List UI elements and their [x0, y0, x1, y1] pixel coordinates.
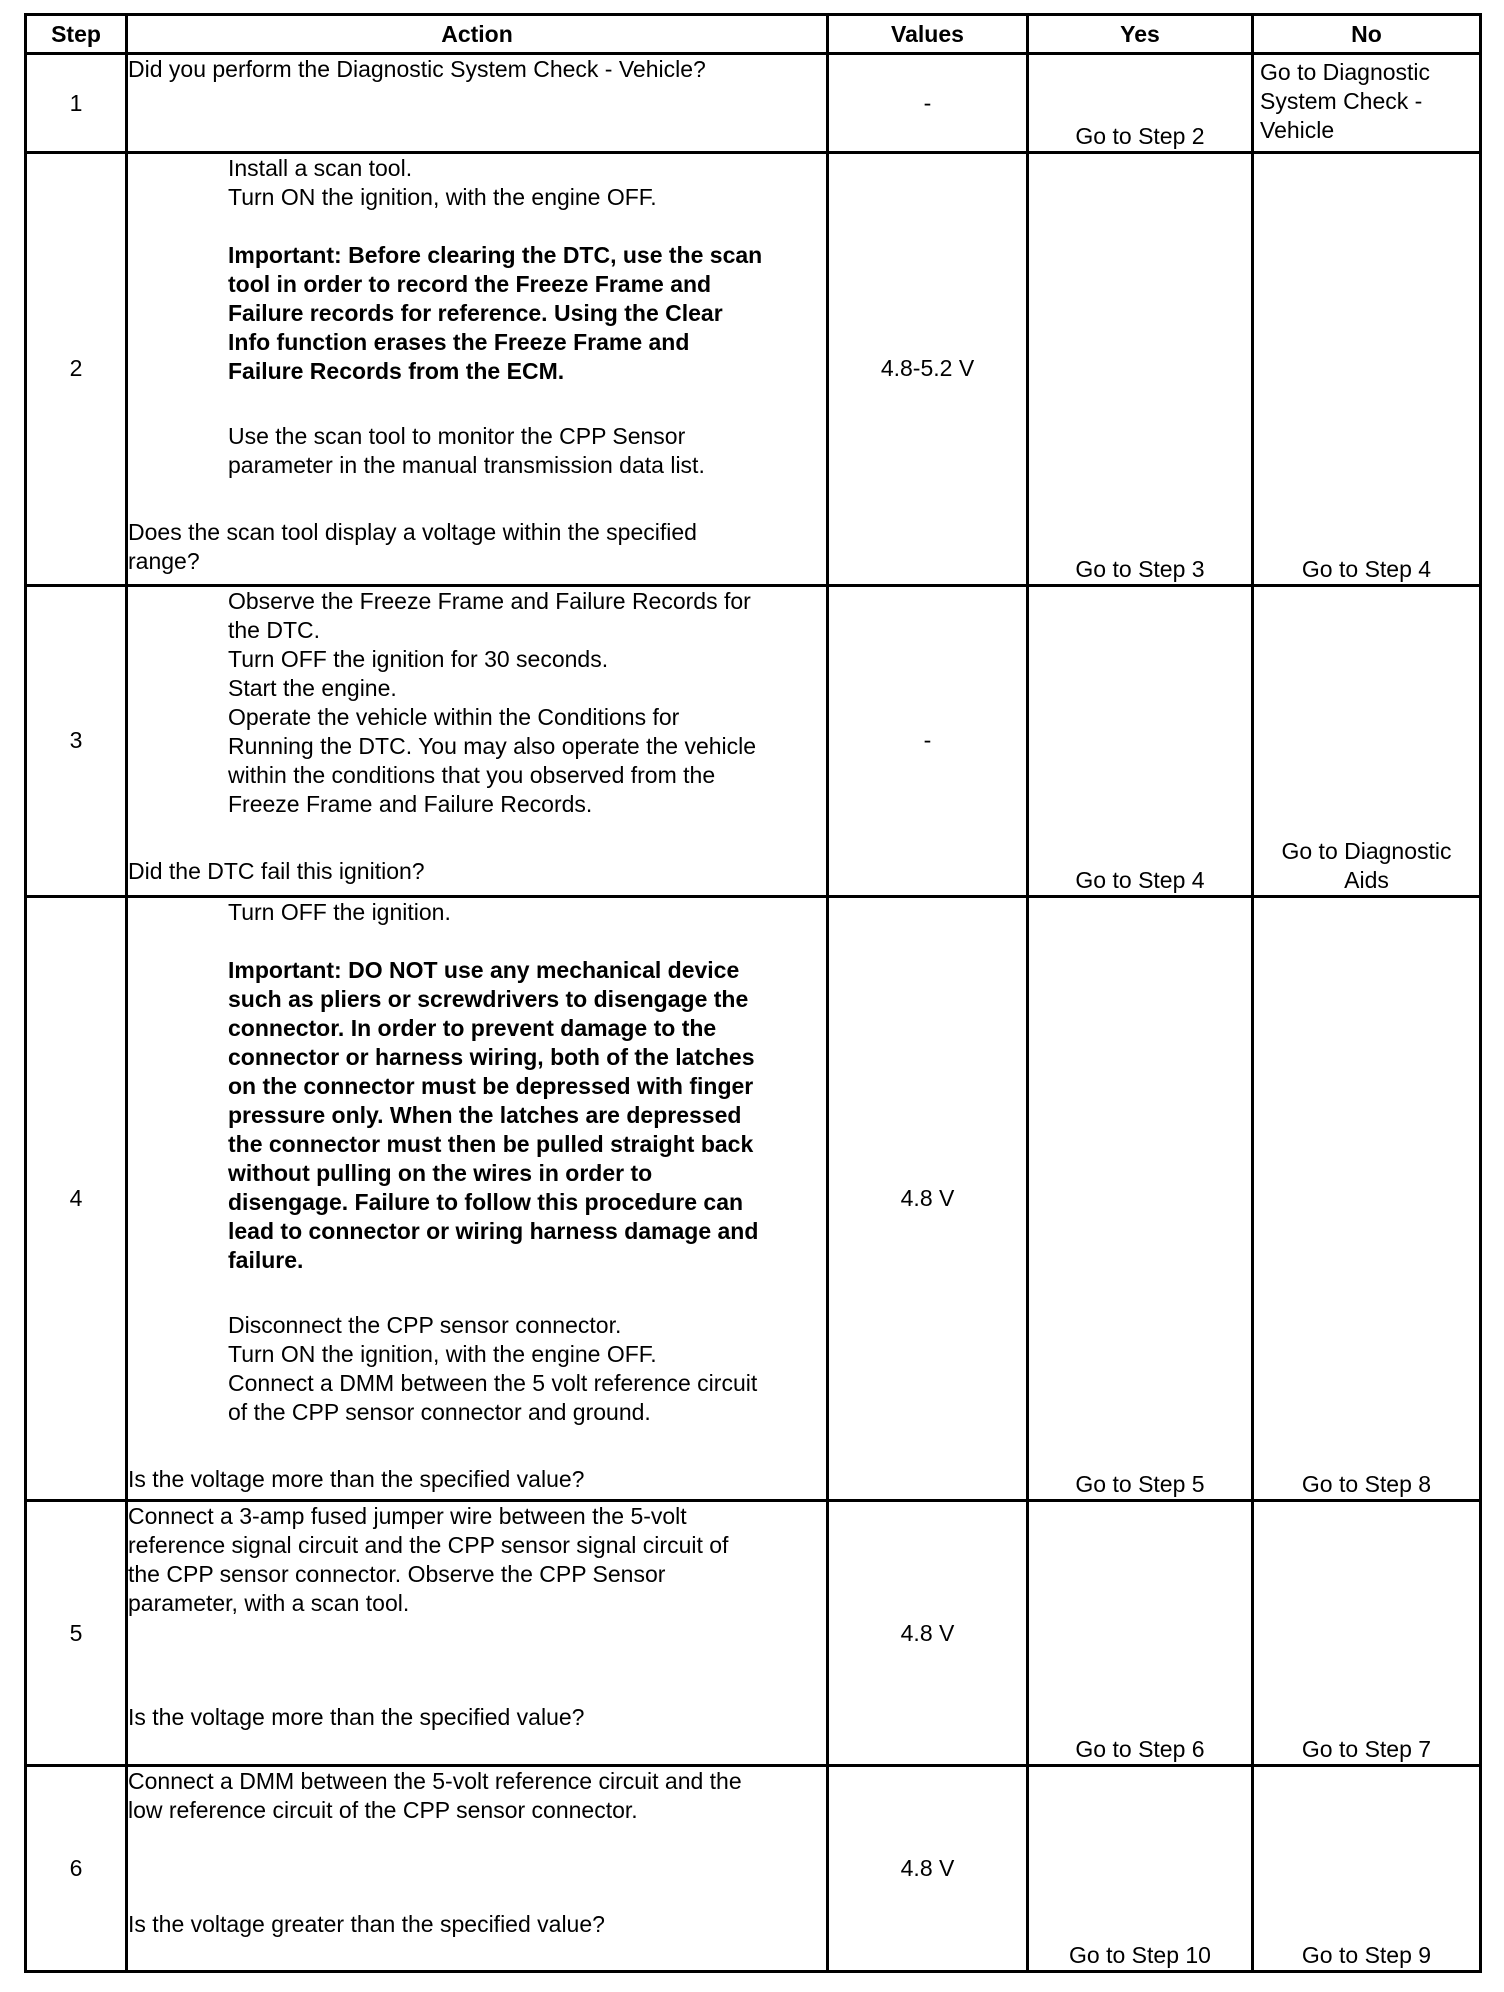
action-question — [128, 518, 826, 576]
action-line: Connect a DMM between the 5 volt reference circuit — [228, 1369, 758, 1396]
value-cell: - — [828, 585, 1028, 896]
important-note-line: the connector must then be pulled straight back — [228, 1130, 754, 1157]
important-note-line: lead to connector or wiring harness damage and — [228, 1217, 759, 1244]
yes-cell: Go to Step 2 — [1028, 54, 1253, 153]
value-cell: 4.8 V — [828, 1765, 1028, 1971]
important-note-line: Important: DO NOT use any mechanical device — [228, 956, 740, 983]
yes-cell: Go to Step 3 — [1028, 153, 1253, 585]
yes-cell: Go to Step 10 — [1028, 1765, 1253, 1971]
action-line: Running the DTC. You may also operate the vehicle — [228, 732, 757, 759]
table-row — [26, 896, 1481, 1501]
action-line: parameter, with a scan tool. — [128, 1590, 410, 1617]
important-note-line: such as pliers or screwdrivers to disengage the — [228, 985, 749, 1012]
value-cell: 4.8 V — [828, 896, 1028, 1501]
action-line: reference signal circuit and the CPP sensor signal circuit of — [128, 1532, 729, 1559]
important-note-line: Info function erases the Freeze Frame and — [228, 329, 690, 356]
no-line: Go to Diagnostic — [1260, 59, 1431, 85]
value-cell: - — [828, 54, 1028, 153]
no-cell: Go to Step 9 — [1253, 1765, 1481, 1971]
action-line: Turn OFF the ignition for 30 seconds. — [228, 645, 609, 672]
action-line: Freeze Frame and Failure Records. — [228, 790, 593, 817]
header-step: Step — [26, 15, 127, 54]
table-row — [26, 585, 1481, 896]
action-cell — [127, 1765, 828, 1971]
action-line: Connect a 3-amp fused jumper wire between the 5-volt — [128, 1503, 687, 1530]
important-note-line: Failure records for reference. Using the Clear — [228, 300, 723, 327]
action-line: Turn OFF the ignition. — [228, 898, 451, 925]
yes-cell: Go to Step 4 — [1028, 585, 1253, 896]
question-line: range? — [128, 548, 200, 575]
action-question: Is the voltage more than the specified value? — [128, 1465, 585, 1492]
important-note-line: tool in order to record the Freeze Frame and — [228, 271, 712, 298]
action-question: Is the voltage more than the specified value? — [128, 1704, 585, 1731]
action-line: Disconnect the CPP sensor connector. — [228, 1311, 622, 1338]
action-question: Did you perform the Diagnostic System Check - Vehicle? — [128, 56, 706, 82]
action-cell — [127, 585, 828, 896]
header-yes: Yes — [1028, 15, 1253, 54]
step-number: 3 — [26, 585, 127, 896]
action-line: parameter in the manual transmission data list. — [228, 452, 705, 479]
action-line: the DTC. — [228, 616, 321, 643]
important-note-line: failure. — [228, 1246, 304, 1273]
step-number: 1 — [26, 54, 127, 153]
no-cell: Go to Step 7 — [1253, 1501, 1481, 1765]
no-line: System Check - — [1260, 88, 1423, 114]
no-line: Vehicle — [1260, 117, 1335, 143]
action-steps — [128, 1502, 826, 1618]
table-row — [26, 54, 1481, 153]
action-steps — [128, 154, 826, 480]
action-cell — [127, 54, 828, 153]
step-number: 6 — [26, 1765, 127, 1971]
action-steps — [128, 898, 826, 1427]
important-note-line: Failure Records from the ECM. — [228, 358, 565, 385]
action-line: Observe the Freeze Frame and Failure Records for — [228, 587, 751, 614]
action-line: Install a scan tool. — [228, 155, 413, 182]
action-steps — [128, 587, 826, 819]
action-line: Operate the vehicle within the Conditions for — [228, 703, 680, 730]
action-line: low reference circuit of the CPP sensor connector. — [128, 1796, 638, 1823]
action-line: Start the engine. — [228, 674, 397, 701]
no-cell — [1253, 585, 1481, 896]
table-row — [26, 153, 1481, 585]
action-line: Turn ON the ignition, with the engine OFF. — [228, 184, 657, 211]
action-line: within the conditions that you observed from the — [228, 761, 716, 788]
value-cell: 4.8-5.2 V — [828, 153, 1028, 585]
header-values: Values — [828, 15, 1028, 54]
table-row — [26, 1501, 1481, 1765]
yes-cell: Go to Step 6 — [1028, 1501, 1253, 1765]
action-line: Turn ON the ignition, with the engine OFF. — [228, 1340, 657, 1367]
no-line: Go to Diagnostic — [1281, 837, 1452, 864]
diagnostic-table — [24, 13, 1482, 1973]
important-note-line: connector. In order to prevent damage to the — [228, 1014, 717, 1041]
action-steps — [128, 1767, 826, 1825]
important-note-line: pressure only. When the latches are depressed — [228, 1101, 742, 1128]
question-line: Does the scan tool display a voltage within the specified — [128, 519, 697, 546]
important-note-line: disengage. Failure to follow this procedure can — [228, 1188, 744, 1215]
step-number: 2 — [26, 153, 127, 585]
header-action: Action — [127, 15, 828, 54]
action-cell — [127, 1501, 828, 1765]
no-cell: Go to Step 8 — [1253, 896, 1481, 1501]
header-no: No — [1253, 15, 1481, 54]
action-line: Connect a DMM between the 5-volt reference circuit and the — [128, 1767, 742, 1794]
action-question: Did the DTC fail this ignition? — [128, 857, 425, 884]
important-note-line: without pulling on the wires in order to — [228, 1159, 653, 1186]
no-cell: Go to Step 4 — [1253, 153, 1481, 585]
action-line: of the CPP sensor connector and ground. — [228, 1398, 651, 1425]
action-question: Is the voltage greater than the specified value? — [128, 1910, 605, 1937]
header-row — [26, 15, 1481, 54]
important-note-line: connector or harness wiring, both of the latches — [228, 1043, 755, 1070]
step-number: 5 — [26, 1501, 127, 1765]
action-line: the CPP sensor connector. Observe the CPP Sensor — [128, 1561, 666, 1588]
action-cell — [127, 896, 828, 1501]
action-cell — [127, 153, 828, 585]
no-line: Aids — [1344, 866, 1389, 893]
value-cell: 4.8 V — [828, 1501, 1028, 1765]
important-note-line: on the connector must be depressed with finger — [228, 1072, 754, 1099]
action-line: Use the scan tool to monitor the CPP Sensor — [228, 423, 686, 450]
step-number: 4 — [26, 896, 127, 1501]
table-row — [26, 1765, 1481, 1971]
important-note-line: Important: Before clearing the DTC, use the scan — [228, 242, 763, 269]
yes-cell: Go to Step 5 — [1028, 896, 1253, 1501]
no-cell — [1253, 54, 1481, 153]
